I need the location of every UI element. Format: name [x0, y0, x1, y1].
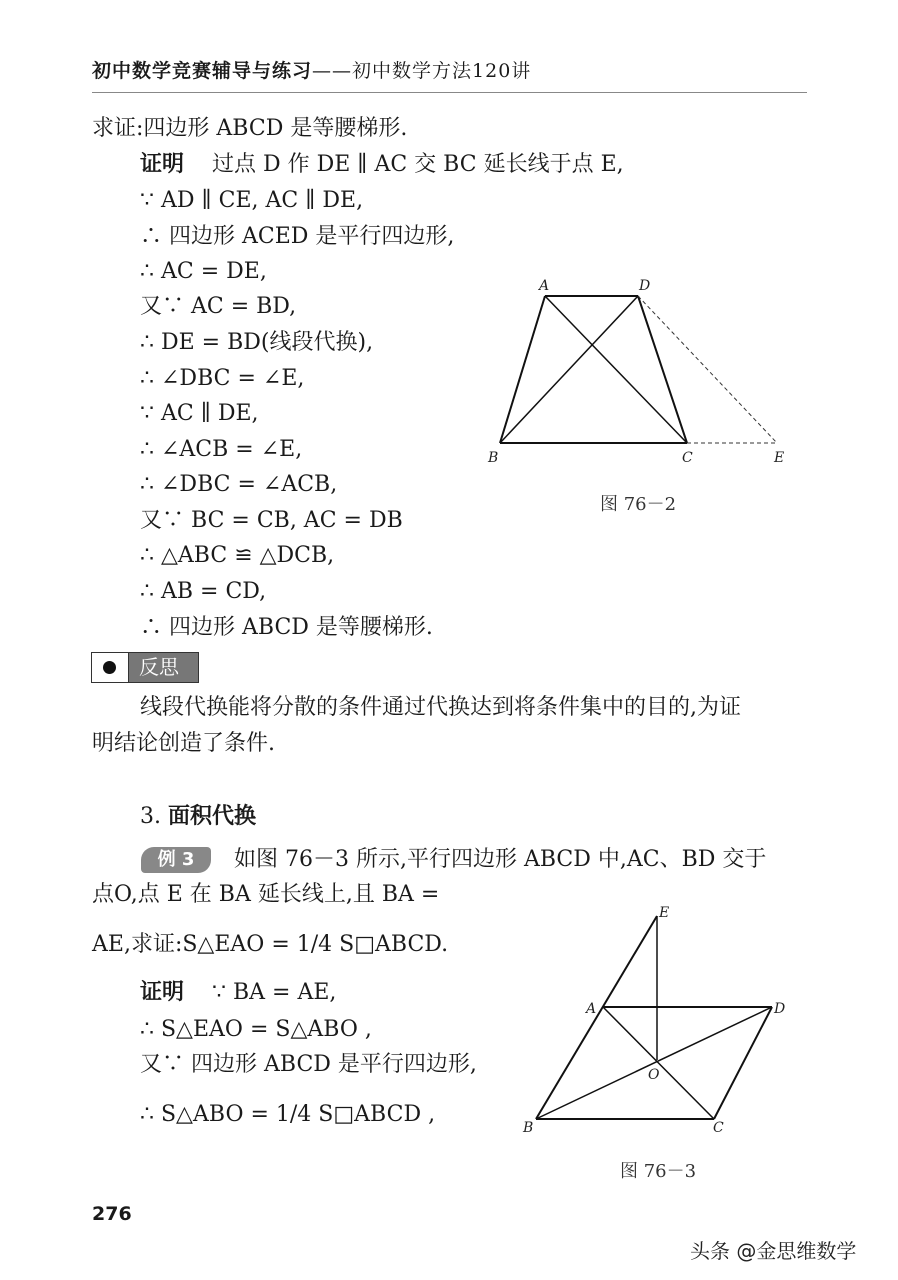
- proof-line: ∴ ∠DBC = ∠E,: [140, 366, 305, 391]
- figure-76-3-diagram: [518, 900, 790, 1140]
- proof2-line: ∵ BA = AE,: [212, 980, 337, 1005]
- proof-line: ∴ AC = DE,: [140, 259, 267, 284]
- proof2-line: 又∵ 四边形 ABCD 是平行四边形,: [140, 1052, 477, 1077]
- segment-DC: [714, 1007, 772, 1119]
- proof2-line: ∴ S△EAO = S△ABO ,: [140, 1017, 372, 1042]
- label-D: D: [774, 1001, 786, 1017]
- example-text-line: 点O,点 E 在 BA 延长线上,且 BA =: [92, 882, 440, 907]
- proof2-line: ∴ S△ABO = 1/4 S□ABCD ,: [140, 1102, 436, 1127]
- header-rule: [92, 92, 807, 93]
- diagonal-AC: [603, 1007, 714, 1119]
- figure-76-2-diagram: [485, 275, 790, 470]
- label-C: C: [682, 450, 693, 466]
- proof-line: ∵ AD ∥ CE, AC ∥ DE,: [140, 188, 364, 213]
- watermark: 头条 @金思维数学: [690, 1239, 857, 1263]
- proof2-label: 证明: [140, 980, 185, 1005]
- proof-line: 过点 D 作 DE ∥ AC 交 BC 延长线于点 E,: [212, 152, 624, 177]
- section-title: 面积代换: [168, 804, 257, 829]
- proof-line: 又∵ BC = CB, AC = DB: [140, 508, 403, 533]
- reflection-heading: [91, 652, 199, 683]
- page-number: 276: [92, 1203, 132, 1225]
- figure-76-3-caption: 图 76－3: [620, 1161, 697, 1182]
- diagonal-BD: [536, 1007, 772, 1119]
- reflection-text-line: 线段代换能将分散的条件通过代换达到将条件集中的目的,为证: [140, 695, 741, 720]
- proof-line: ∴ DE = BD(线段代换),: [140, 330, 374, 355]
- figure-76-2-caption: 图 76－2: [600, 494, 677, 515]
- label-E: E: [774, 450, 785, 466]
- section-number: 3.: [140, 804, 161, 829]
- segment-EB: [536, 916, 657, 1119]
- label-A: A: [539, 278, 550, 294]
- segment-DE-dashed: [638, 296, 777, 443]
- diagonal-AC: [545, 296, 687, 443]
- proof-line: ∴ 四边形 ABCD 是等腰梯形.: [140, 615, 433, 640]
- example-text-line: 如图 76－3 所示,平行四边形 ABCD 中,AC、BD 交于: [234, 847, 767, 872]
- proof-line: 又∵ AC = BD,: [140, 294, 297, 319]
- page-header: [92, 56, 531, 83]
- prove-statement: 求证:四边形 ABCD 是等腰梯形.: [92, 116, 408, 141]
- label-B: B: [523, 1120, 534, 1136]
- proof-line: ∴ ∠ACB = ∠E,: [140, 437, 303, 462]
- proof-line: ∴ ∠DBC = ∠ACB,: [140, 472, 338, 497]
- label-O: O: [648, 1067, 660, 1083]
- proof-line: ∵ AC ∥ DE,: [140, 401, 259, 426]
- label-E: E: [659, 905, 670, 921]
- label-B: B: [488, 450, 499, 466]
- reflection-text-line: 明结论创造了条件.: [92, 731, 275, 756]
- label-A: A: [586, 1001, 597, 1017]
- label-C: C: [713, 1120, 724, 1136]
- segment-AB: [500, 296, 545, 443]
- header-subtitle: ——初中数学方法120讲: [312, 60, 532, 82]
- proof-line: ∴ 四边形 ACED 是平行四边形,: [140, 224, 455, 249]
- section-heading: [140, 802, 256, 832]
- proof-label: 证明: [140, 152, 185, 177]
- label-D: D: [639, 278, 651, 294]
- proof-line: ∴ △ABC ≌ △DCB,: [140, 543, 335, 568]
- example-text-line: AE,求证:S△EAO = 1/4 S□ABCD.: [92, 932, 449, 957]
- example-badge: 例 3: [141, 847, 211, 873]
- segment-DC: [638, 296, 687, 443]
- proof-line: ∴ AB = CD,: [140, 579, 267, 604]
- diagonal-BD: [500, 296, 638, 443]
- bullet-icon: [103, 661, 116, 674]
- reflection-title: 反思: [129, 653, 198, 682]
- header-title: 初中数学竞赛辅导与练习: [92, 60, 313, 82]
